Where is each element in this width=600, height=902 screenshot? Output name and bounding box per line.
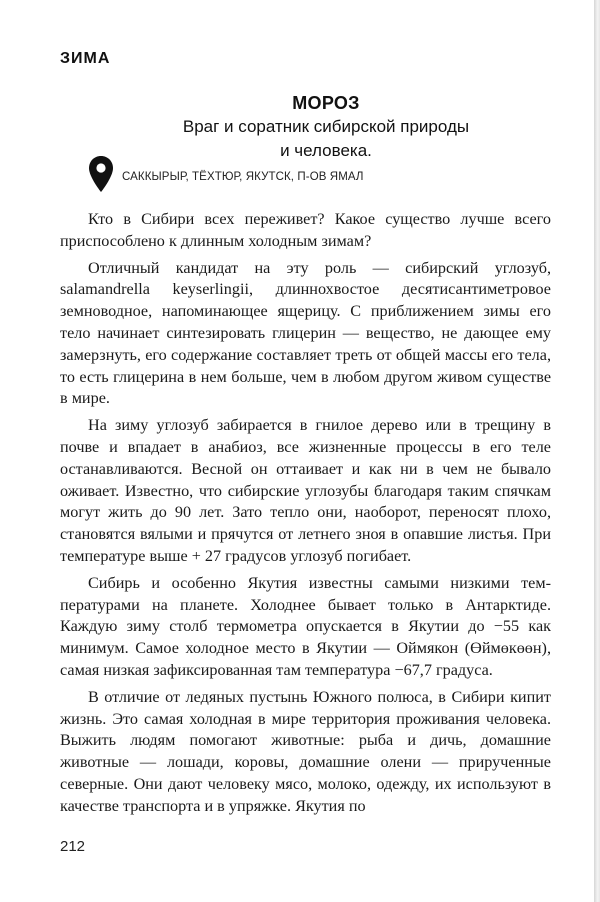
paragraph-2: Отличный кандидат на эту роль — сибирский углозуб, salamandrella keyserlingii, длиннохвостое десятисантиметровое земноводное, напоминающее ящерицу. С приближением зимы его тело начинает синтезировать глицерин — вещество, не дающее ему замерзнуть, его содержание составляет треть от общей массы его тела, то есть глицерина в нем больше, чем в любом другом живом существе в мире. [60,258,551,408]
article-header [60,93,554,163]
location-line [88,155,364,193]
paragraph-4: Сибирь и особенно Якутия известны самыми низкими температурами на планете. Холоднее бывает только в Антарктиде. Каждую зиму столб термометра опускается в Якутии до −55 как минимум. Самое холодное место в Якутии — Оймякон (Өймөкөөн), самая низкая зафиксированная там температура −67,7 градуса. [60,573,551,679]
map-pin-icon [88,155,114,193]
paragraph-1: Кто в Сибири всех переживет? Какое существо лучше всего приспособлено к длинным холодным зимам? [60,210,551,250]
article-body [60,209,551,823]
subtitle-line-1: Враг и соратник сибирской природы [182,117,470,136]
page-number: 212 [60,838,86,855]
article-title: МОРОЗ [292,93,360,113]
paragraph-3: На зиму углозуб забирается в гнилое дерево или в трещину в почве и впадает в анабиоз, все жизненные процессы в его теле останавливаются. Весной он оттаивает и как ни в чем не бывало оживает. Известно, что сибирские углозубы благодаря таким спячкам могут жить до 90 лет. Зато тепло они, наоборот, переносят плохо, становятся вялыми и прячутся от летнего зноя в опавшие листья. При температуре выше + 27 градусов углозуб погибает. [60,416,551,565]
subtitle-line-2: и человека. [280,141,372,160]
page-edge-shadow [594,0,600,902]
section-label: ЗИМА [60,50,111,67]
location-names: САККЫРЫР, ТЁХТЮР, ЯКУТСК, П-ОВ ЯМАЛ [122,171,364,183]
paragraph-5: В отличие от ледяных пустынь Южного полюса, в Сибири кипит жизнь. Это самая холодная в мире территория проживания человека. Выжить людям помогают животные: рыба и дичь, домашние животные — лошади, коровы, домашние олени — прирученные северные. Они дают человеку мясо, молоко, одежду, их используют в качестве транспорта и в упряжке. Якутия по [60,687,551,815]
